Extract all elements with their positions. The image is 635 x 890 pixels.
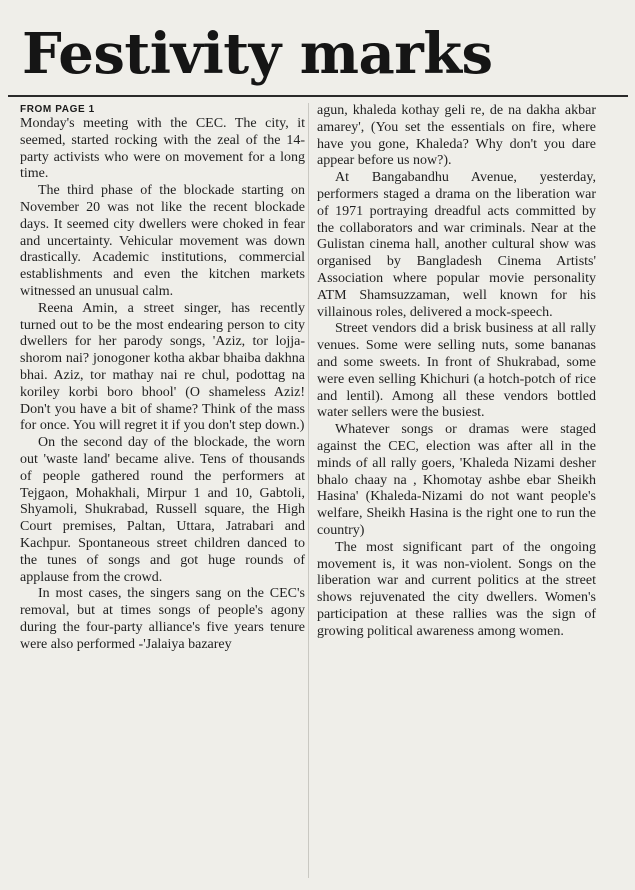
- paragraph: Reena Amin, a street singer, has recently turned out to be the most endearing person to city dwellers for her parody songs, 'Aziz, tor lojja-shorom nai? jonogoner kotha akbar bhaiba dakhna bhai. Aziz, tor mathay nai re chul, podottag na koriley korbi boro bhool' (O shameless Aziz! Don't you have a bit of shame? Think of the mass for once. You will regret it if you don't step down.): [20, 300, 305, 434]
- paragraph: Street vendors did a brisk business at all rally venues. Some were selling nuts, some bananas and some sweets. In front of Shukrabad, some were even selling Khichuri (a hotch-potch of rice and lentil). Among all these vendors bottled water sellers were the busiest.: [317, 321, 596, 421]
- article-column-left: [20, 103, 305, 654]
- paragraph: At Bangabandhu Avenue, yesterday, performers staged a drama on the liberation war of 1971 portraying dreadful acts committed by the collaborators and war criminals. Near at the Gulistan cinema hall, another cultural show was organised by Bangladesh Cinema Artists' Association where popular movie personality ATM Shamsuzzaman, well known for his villainous roles, delivered a mock-speech.: [317, 170, 596, 320]
- paragraph: Whatever songs or dramas were staged against the CEC, election was after all in the minds of all rally goers, 'Khaleda Nizami desher bhalo chaay na , Khomotay ashbe ebar Sheikh Hasina' (Khaleda-Nizami do not want people's welfare, Sheikh Hasina is the right one to run the country): [317, 422, 596, 538]
- paragraph: On the second day of the blockade, the worn out 'waste land' became alive. Tens of thousands of people gathered round the performers at Tejgaon, Mohakhali, Mirpur 1 and 10, Gabtoli, Shyamoli, Shukrabad, Russell square, the High Court premises, Paltan, Uttara, Jatrabari and Kachpur. Spontaneous street children danced to the tunes of songs and got huge rounds of applause from the crowd.: [20, 435, 305, 585]
- headline: Festivity marks: [22, 21, 493, 87]
- column-divider: [308, 103, 309, 878]
- kicker: FROM PAGE 1: [20, 104, 95, 115]
- paragraph: Monday's meeting with the CEC. The city, it seemed, started rocking with the zeal of the 14-party activists who were on movement for a long time.: [20, 116, 305, 182]
- article-column-right: [317, 103, 596, 641]
- paragraph: The third phase of the blockade starting on November 20 was not like the recent blockade days. It seemed city dwellers were choked in fear and uncertainty. Vehicular movement was down drastically. Academic institutions, commercial establishments and even the kitchen markets witnessed an unusual calm.: [20, 183, 305, 299]
- paragraph: agun, khaleda kothay geli re, de na dakha akbar amarey', (You set the essentials on fire, where have you gone, Khaleda? Why don't you dare appear before us now?).: [317, 103, 596, 169]
- headline-rule: [8, 95, 628, 97]
- paragraph: In most cases, the singers sang on the CEC's removal, but at times songs of people's agony during the four-party alliance's five years tenure were also performed -'Jalaiya bazarey: [20, 586, 305, 652]
- paragraph: The most significant part of the ongoing movement is, it was non-violent. Songs on the liberation war and current politics at the street shows rejuvenated the city dwellers. Women's participation at these rallies was the sign of growing political awareness among women.: [317, 539, 596, 639]
